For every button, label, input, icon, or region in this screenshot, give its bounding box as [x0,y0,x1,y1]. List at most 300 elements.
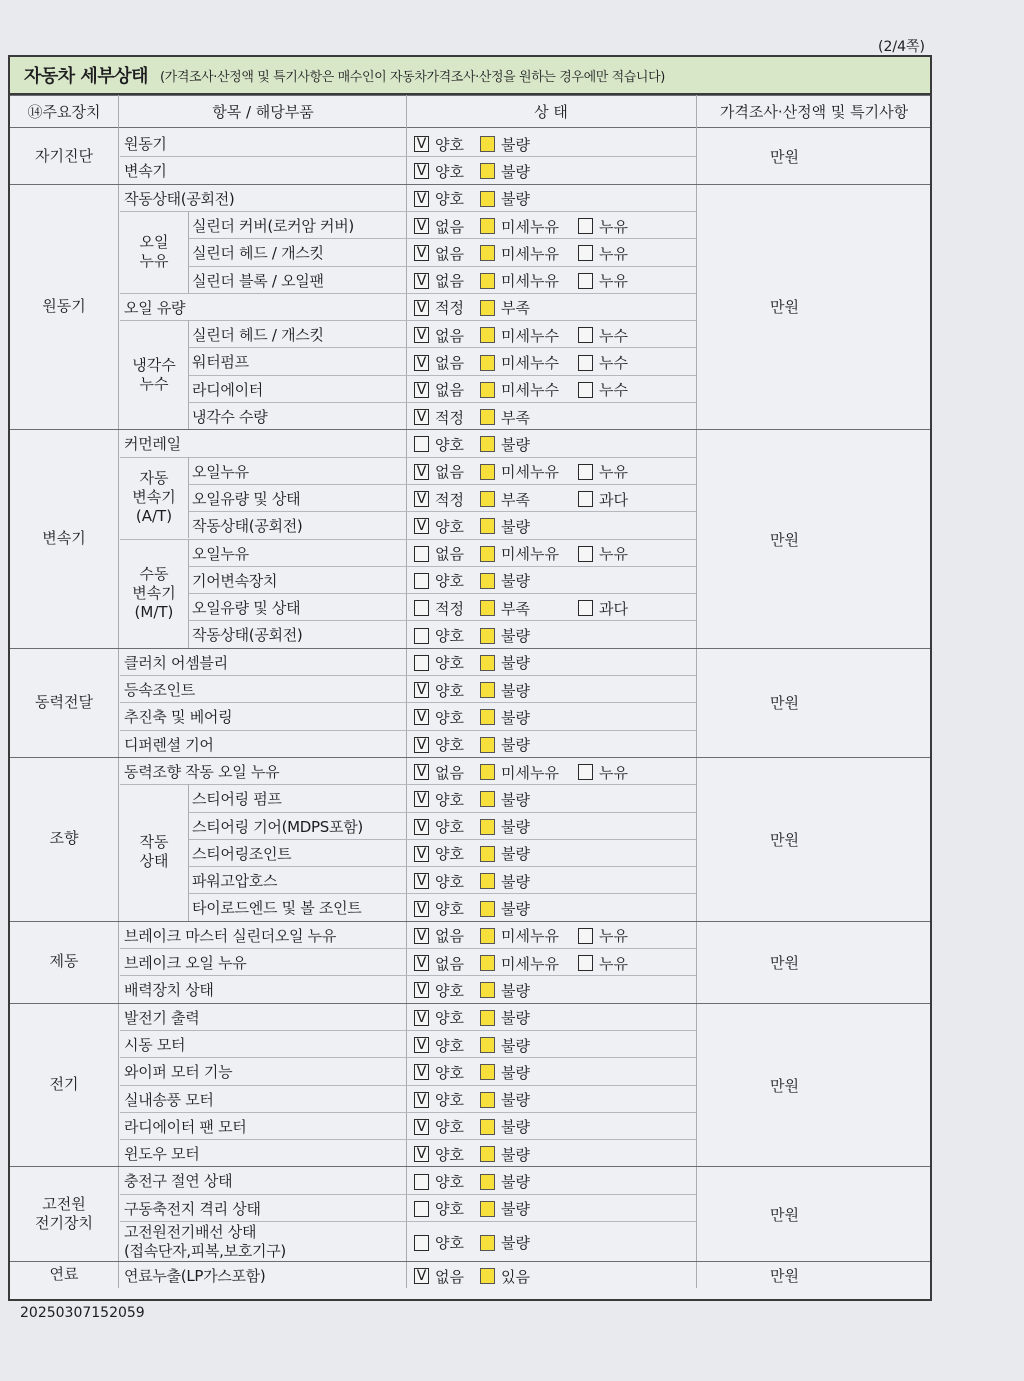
status-option[interactable] [414,816,464,837]
checkbox-icon[interactable]: V [414,819,429,835]
option-label: 미세누유 [501,217,559,236]
option-label: 불량 [501,900,530,919]
highlighted-checkbox-icon[interactable] [480,436,495,452]
category-label: 동력전달 [35,692,93,711]
status-option[interactable] [480,1144,530,1165]
checkbox-icon[interactable]: V [414,737,429,753]
status-option[interactable] [480,216,559,237]
checkbox-icon[interactable]: V [414,928,429,944]
status-option[interactable] [414,980,464,1001]
status-option[interactable] [578,762,628,783]
highlighted-checkbox-icon[interactable] [480,245,495,261]
option-label: 미세누수 [501,326,559,345]
status-option[interactable] [480,1266,530,1287]
status-option[interactable] [414,543,464,564]
item-label: 스티어링 펌프 [192,790,282,809]
checkbox-icon[interactable] [578,955,593,971]
status-option[interactable] [480,325,559,346]
option-label: 양호 [435,981,464,1000]
highlighted-checkbox-icon[interactable] [480,136,495,152]
subgroup-label: 수동 변속기 (M/T) [132,564,176,621]
price-divider [696,648,930,649]
highlighted-checkbox-icon[interactable] [480,273,495,289]
status-option[interactable] [578,543,628,564]
price-unit: 만원 [770,1266,799,1285]
checkbox-icon[interactable] [578,600,593,616]
status-option[interactable] [414,489,464,510]
option-label: 양호 [435,1009,464,1028]
highlighted-checkbox-icon[interactable] [480,1064,495,1080]
checkbox-icon[interactable]: V [414,327,429,343]
option-label: 양호 [435,681,464,700]
highlighted-checkbox-icon[interactable] [480,464,495,480]
checkbox-icon[interactable]: V [414,382,429,398]
status-option[interactable] [480,352,559,373]
status-option[interactable] [414,434,464,455]
status-option[interactable] [480,434,530,455]
option-label: 적정 [435,408,464,427]
highlighted-checkbox-icon[interactable] [480,901,495,917]
row-divider [120,1112,696,1113]
item-label: 원동기 [124,135,167,153]
status-option[interactable] [480,789,530,810]
col-divider-status [406,95,407,1288]
highlighted-checkbox-icon[interactable] [480,600,495,616]
checkbox-icon[interactable]: V [414,873,429,889]
status-option[interactable] [578,489,628,510]
header-price: 가격조사·산정액 및 특기사항 [719,102,909,121]
status-option[interactable] [414,407,464,428]
status-option[interactable] [480,1116,530,1137]
highlighted-checkbox-icon[interactable] [480,764,495,780]
highlighted-checkbox-icon[interactable] [480,327,495,343]
option-label: 양호 [435,1036,464,1055]
status-option[interactable] [480,543,559,564]
item-label: 오일 유량 [124,298,186,317]
checkbox-icon[interactable]: V [414,1146,429,1162]
checkbox-icon[interactable]: V [414,136,429,152]
checkbox-icon[interactable]: V [414,1010,429,1026]
option-label: 양호 [435,1145,464,1164]
status-option[interactable] [480,243,559,264]
option-label: 양호 [435,162,464,181]
option-label: 있음 [501,1267,530,1286]
option-label: 양호 [435,1234,464,1252]
status-option[interactable] [480,1007,530,1028]
item-label: 윈도우 모터 [124,1145,200,1164]
status-option[interactable] [578,216,628,237]
status-option[interactable] [480,762,559,783]
row-divider [188,238,696,239]
item-label: 라디에이터 [192,380,263,399]
option-label: 누유 [599,763,628,782]
option-label: 적정 [435,490,464,509]
highlighted-checkbox-icon[interactable] [480,1235,495,1251]
row-divider [188,402,696,403]
highlighted-checkbox-icon[interactable] [480,355,495,371]
status-option[interactable] [480,680,530,701]
status-option[interactable] [480,925,559,946]
status-option[interactable] [414,625,464,646]
status-option[interactable] [414,325,464,346]
checkbox-icon[interactable] [578,382,593,398]
status-option[interactable] [414,570,464,591]
checkbox-icon[interactable] [414,655,429,671]
item-label: 실린더 헤드 / 개스킷 [192,326,324,345]
checkbox-icon[interactable]: V [414,518,429,534]
checkbox-icon[interactable]: V [414,682,429,698]
item-label: 디퍼렌셜 기어 [124,735,214,754]
checkbox-icon[interactable]: V [414,955,429,971]
checkbox-icon[interactable] [414,573,429,589]
status-option[interactable] [414,1035,464,1056]
status-option[interactable] [414,953,464,974]
status-option[interactable] [414,1007,464,1028]
checkbox-icon[interactable]: V [414,1092,429,1108]
status-option[interactable] [578,598,628,619]
highlighted-checkbox-icon[interactable] [480,709,495,725]
status-option[interactable] [480,134,530,155]
status-option[interactable] [578,461,628,482]
item-label: 스티어링조인트 [192,844,292,863]
status-option[interactable] [414,352,464,373]
checkbox-icon[interactable] [414,436,429,452]
highlighted-checkbox-icon[interactable] [480,873,495,889]
highlighted-checkbox-icon[interactable] [480,1010,495,1026]
status-option[interactable] [414,1116,464,1137]
checkbox-icon[interactable]: V [414,245,429,261]
item-label: 와이퍼 모터 기능 [124,1063,233,1082]
checkbox-icon[interactable]: V [414,901,429,917]
highlighted-checkbox-icon[interactable] [480,1201,495,1217]
status-option[interactable] [414,680,464,701]
status-option[interactable] [480,707,530,728]
checkbox-icon[interactable]: V [414,846,429,862]
header-bottom-line [10,127,930,128]
status-option[interactable] [414,843,464,864]
status-option[interactable] [578,379,628,400]
checkbox-icon[interactable] [414,1201,429,1217]
option-label: 없음 [435,354,464,373]
checkbox-icon[interactable] [578,355,593,371]
option-label: 없음 [435,463,464,482]
checkbox-icon[interactable] [578,491,593,507]
header-status: 상 태 [534,102,568,121]
item-label: 기어변속장치 [192,571,278,590]
status-option[interactable] [414,1232,464,1253]
checkbox-icon[interactable]: V [414,709,429,725]
item-label: 클러치 어셈블리 [124,653,228,672]
option-label: 양호 [435,736,464,755]
highlighted-checkbox-icon[interactable] [480,491,495,507]
checkbox-icon[interactable] [578,928,593,944]
status-option[interactable] [480,980,530,1001]
item-label: 동력조향 작동 오일 누유 [124,762,280,781]
row-divider [120,457,696,458]
row-divider [120,1030,696,1031]
highlighted-checkbox-icon[interactable] [480,1146,495,1162]
status-option[interactable] [480,489,530,510]
highlighted-checkbox-icon[interactable] [480,1174,495,1190]
item-label: 연료누출(LP가스포함) [124,1267,266,1285]
checkbox-icon[interactable]: V [414,191,429,207]
highlighted-checkbox-icon[interactable] [480,1119,495,1135]
status-option[interactable] [480,871,530,892]
checkbox-icon[interactable] [578,546,593,562]
highlighted-checkbox-icon[interactable] [480,163,495,179]
checkbox-icon[interactable] [414,1174,429,1190]
status-option[interactable] [414,134,464,155]
option-label: 불량 [501,1200,530,1219]
option-label: 미세누유 [501,244,559,263]
checkbox-icon[interactable] [414,600,429,616]
checkbox-icon[interactable]: V [414,1268,429,1284]
highlighted-checkbox-icon[interactable] [480,1092,495,1108]
category-label: 고전원 전기장치 [35,1194,93,1232]
price-unit: 만원 [770,1205,799,1224]
item-label: 발전기 출력 [124,1008,200,1027]
status-option[interactable] [414,789,464,810]
highlighted-checkbox-icon[interactable] [480,737,495,753]
checkbox-icon[interactable]: V [414,491,429,507]
checkbox-icon[interactable] [578,327,593,343]
option-label: 없음 [435,326,464,345]
status-option[interactable] [578,270,628,291]
highlighted-checkbox-icon[interactable] [480,518,495,534]
option-label: 미세누유 [501,763,559,782]
checkbox-icon[interactable] [578,464,593,480]
status-option[interactable] [414,652,464,673]
status-option[interactable] [480,297,530,318]
status-option[interactable] [414,461,464,482]
highlighted-checkbox-icon[interactable] [480,628,495,644]
checkbox-icon[interactable]: V [414,300,429,316]
subgroup-divider [188,211,189,293]
category-label: 자기진단 [35,146,93,165]
checkbox-icon[interactable]: V [414,1119,429,1135]
option-label: 양호 [435,1063,464,1082]
checkbox-icon[interactable]: V [414,163,429,179]
highlighted-checkbox-icon[interactable] [480,546,495,562]
status-option[interactable] [480,1089,530,1110]
row-divider [120,1057,696,1058]
option-label: 없음 [435,927,464,946]
status-option[interactable] [414,188,464,209]
checkbox-icon[interactable]: V [414,218,429,234]
highlighted-checkbox-icon[interactable] [480,955,495,971]
item-label: 라디에이터 팬 모터 [124,1117,247,1136]
status-option[interactable] [480,461,559,482]
price-divider [696,1003,930,1004]
status-option[interactable] [480,161,530,182]
status-option[interactable] [480,379,559,400]
row-divider [120,675,696,676]
highlighted-checkbox-icon[interactable] [480,682,495,698]
highlighted-checkbox-icon[interactable] [480,846,495,862]
row-divider [120,539,696,540]
checkbox-icon[interactable]: V [414,1064,429,1080]
highlighted-checkbox-icon[interactable] [480,655,495,671]
highlighted-checkbox-icon[interactable] [480,791,495,807]
highlighted-checkbox-icon[interactable] [480,409,495,425]
status-option[interactable] [414,762,464,783]
highlighted-checkbox-icon[interactable] [480,819,495,835]
highlighted-checkbox-icon[interactable] [480,1037,495,1053]
option-label: 불량 [501,790,530,809]
section-title: 자동차 세부상태 [24,66,148,87]
status-option[interactable] [578,925,628,946]
status-option[interactable] [578,953,628,974]
header-main-device: ⑭주요장치 [27,102,101,121]
highlighted-checkbox-icon[interactable] [480,1268,495,1284]
status-option[interactable] [414,707,464,728]
status-option[interactable] [480,1062,530,1083]
option-label: 미세누유 [501,463,559,482]
highlighted-checkbox-icon[interactable] [480,300,495,316]
item-label: 오일누유 [192,462,249,481]
option-label: 불량 [501,1063,530,1082]
status-option[interactable] [480,270,559,291]
highlighted-checkbox-icon[interactable] [480,218,495,234]
status-option[interactable] [414,270,464,291]
price-unit: 만원 [770,694,799,713]
status-option[interactable] [480,652,530,673]
status-option[interactable] [414,379,464,400]
status-option[interactable] [480,816,530,837]
status-option[interactable] [480,953,559,974]
status-option[interactable] [414,243,464,264]
status-option[interactable] [414,1062,464,1083]
status-option[interactable] [414,898,464,919]
status-option[interactable] [480,1198,530,1219]
price-divider [696,1166,930,1167]
price-divider [696,1261,930,1262]
status-option[interactable] [480,843,530,864]
status-option[interactable] [414,925,464,946]
checkbox-icon[interactable]: V [414,464,429,480]
price-unit: 만원 [770,953,799,972]
checkbox-icon[interactable]: V [414,273,429,289]
status-option[interactable] [414,598,464,619]
option-label: 불량 [501,162,530,181]
row-divider [188,566,696,567]
status-option[interactable] [480,516,530,537]
checkbox-icon[interactable] [578,245,593,261]
highlighted-checkbox-icon[interactable] [480,928,495,944]
status-option[interactable] [480,898,530,919]
option-label: 누수 [599,326,628,345]
highlighted-checkbox-icon[interactable] [480,573,495,589]
item-label: 오일유량 및 상태 [192,489,301,508]
checkbox-icon[interactable] [578,764,593,780]
option-label: 양호 [435,572,464,591]
checkbox-icon[interactable]: V [414,409,429,425]
status-option[interactable] [414,1089,464,1110]
status-option[interactable] [414,297,464,318]
row-divider [120,1221,696,1222]
option-label: 불량 [501,872,530,891]
status-option[interactable] [578,243,628,264]
option-label: 불량 [501,818,530,837]
col-divider-cat [118,95,119,1288]
item-label: 등속조인트 [124,681,195,699]
item-label: 추진축 및 베어링 [124,708,233,727]
item-label: 충전구 절연 상태 [124,1172,233,1191]
item-label: 변속기 [124,162,167,181]
checkbox-icon[interactable]: V [414,982,429,998]
row-divider [120,948,696,949]
status-option[interactable] [578,352,628,373]
option-label: 양호 [435,872,464,891]
highlighted-checkbox-icon[interactable] [480,982,495,998]
option-label: 양호 [435,627,464,646]
option-label: 부족 [501,599,530,618]
status-option[interactable] [480,188,530,209]
highlighted-checkbox-icon[interactable] [480,191,495,207]
status-option[interactable] [480,598,530,619]
status-option[interactable] [414,1171,464,1192]
checkbox-icon[interactable] [414,1235,429,1251]
status-option[interactable] [480,1171,530,1192]
price-unit: 만원 [770,530,799,549]
status-option[interactable] [480,625,530,646]
status-option[interactable] [578,325,628,346]
section-note: (가격조사·산정액 및 특기사항은 매수인이 자동차가격조사·산정을 원하는 경우에만 적습니다) [159,69,665,85]
option-label: 양호 [435,435,464,454]
row-divider [188,484,696,485]
row-divider [188,620,696,621]
option-label: 없음 [435,545,464,564]
checkbox-icon[interactable]: V [414,764,429,780]
item-label: 브레이크 마스터 실린더오일 누유 [124,926,337,945]
checkbox-icon[interactable]: V [414,791,429,807]
option-label: 누유 [599,927,628,946]
status-option[interactable] [480,407,530,428]
checkbox-icon[interactable]: V [414,355,429,371]
row-divider [188,593,696,594]
item-label: 배력장치 상태 [124,981,214,1000]
checkbox-icon[interactable] [578,218,593,234]
status-option[interactable] [414,1266,464,1287]
status-option[interactable] [414,161,464,182]
page-number: (2/4쪽) [878,39,925,55]
price-unit: 만원 [770,298,799,317]
option-label: 불량 [501,135,530,154]
option-label: 없음 [435,954,464,973]
checkbox-icon[interactable] [578,273,593,289]
row-divider [120,730,696,731]
checkbox-icon[interactable]: V [414,1037,429,1053]
status-option[interactable] [480,1232,530,1253]
option-label: 누수 [599,381,628,400]
checkbox-icon[interactable] [414,546,429,562]
checkbox-icon[interactable] [414,628,429,644]
status-option[interactable] [414,1198,464,1219]
status-option[interactable] [480,1035,530,1056]
status-option[interactable] [414,871,464,892]
option-label: 불량 [501,1234,530,1252]
status-option[interactable] [480,734,530,755]
highlighted-checkbox-icon[interactable] [480,382,495,398]
status-option[interactable] [414,1144,464,1165]
option-label: 불량 [501,1118,530,1137]
status-option[interactable] [414,516,464,537]
option-label: 없음 [435,1267,464,1286]
status-option[interactable] [414,216,464,237]
status-option[interactable] [480,570,530,591]
status-option[interactable] [414,734,464,755]
row-divider [188,347,696,348]
